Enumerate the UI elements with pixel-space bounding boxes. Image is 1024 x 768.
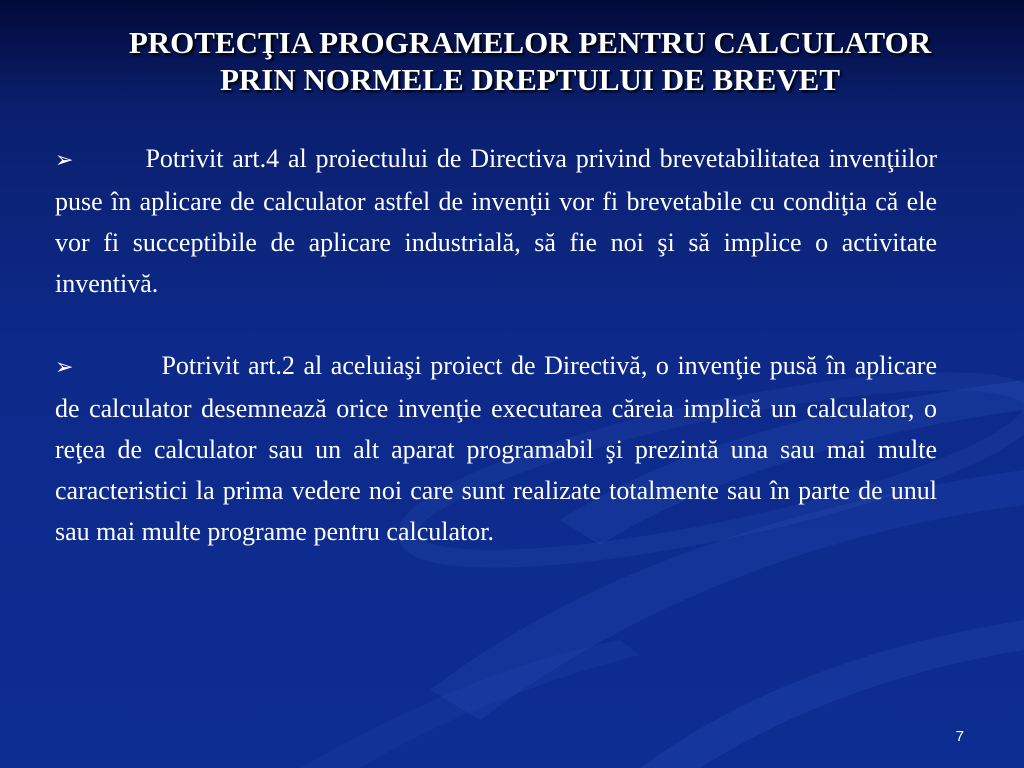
slide-page-number: 7	[955, 728, 964, 745]
bullet-item-2	[55, 345, 937, 552]
slide-title	[70, 24, 990, 98]
bullet-item-1	[55, 138, 937, 304]
bullet-item-1-text: Potrivit art.4 al proiectului de Directiva privind brevetabilitatea invenţiilor puse în aplicare de calculator astfel de invenţii vor fi brevetabile cu condiţia că ele vor fi succeptibile de aplicare industrială, să fie noi şi să implice o activitate inventivă.	[55, 144, 937, 298]
slide-title-line-1: PROTECŢIA PROGRAMELOR PENTRU CALCULATOR	[128, 25, 932, 60]
bullet-item-2-text: Potrivit art.2 al aceluiaşi proiect de Directivă, o invenţie pusă în aplicare de calculator desemnează orice invenţie executarea căreia implică un calculator, o reţea de calculator sau un alt aparat programabil şi prezintă una sau mai multe caracteristici la prima vedere noi care sunt realizate totalmente sau în parte de unul sau mai multe programe pentru calculator.	[55, 351, 937, 546]
slide-title-line-2: PRIN NORMELE DREPTULUI DE BREVET	[219, 62, 841, 97]
arrow-bullet-icon: ➢	[55, 148, 74, 173]
arrow-bullet-icon: ➢	[55, 355, 74, 380]
slide-body	[55, 138, 937, 552]
